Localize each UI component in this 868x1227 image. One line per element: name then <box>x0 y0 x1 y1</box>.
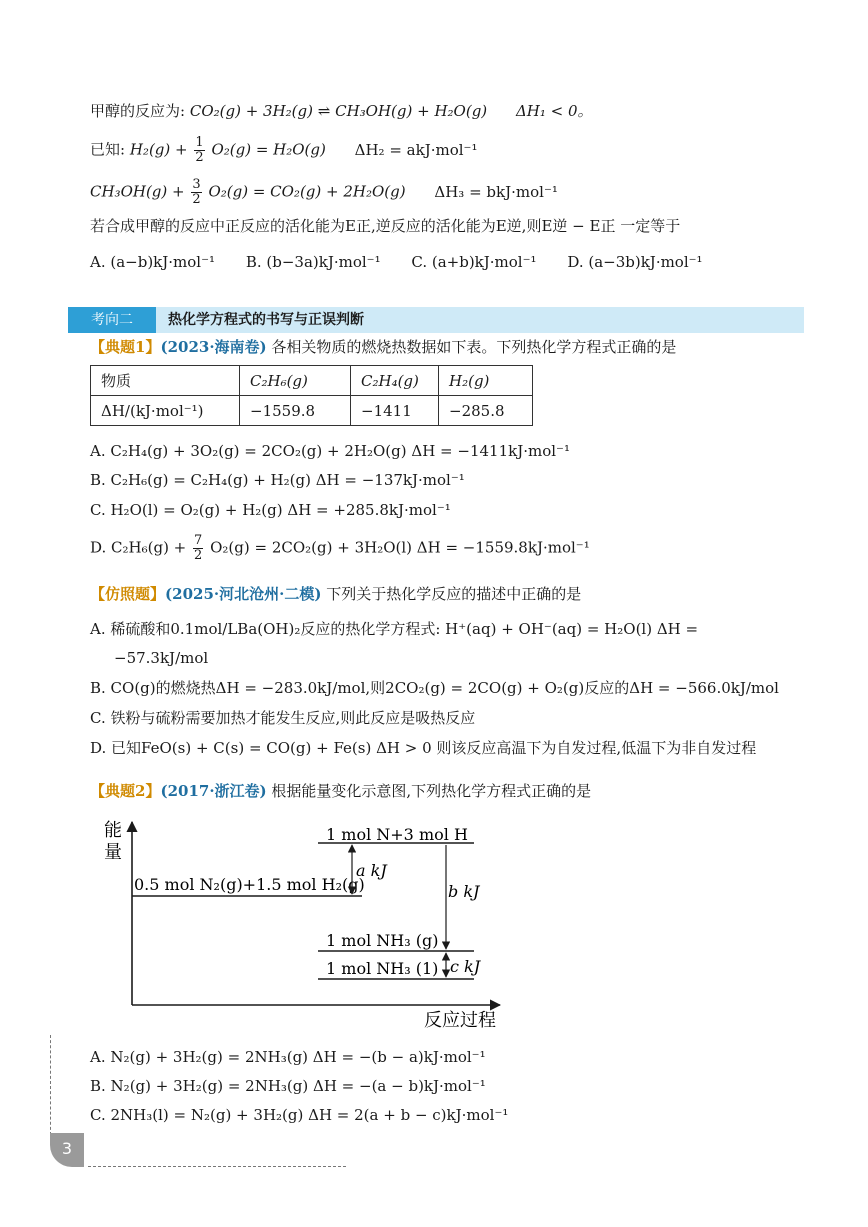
similar-question-source: (2025·河北沧州·二模) <box>165 585 322 603</box>
dh1: ΔH₁ < 0。 <box>515 102 593 120</box>
example-1-source: (2023·海南卷) <box>160 338 267 356</box>
table-cell: H₂(g) <box>439 366 533 396</box>
intro-option-b: B. (b−3a)kJ·mol⁻¹ <box>245 253 381 271</box>
example-2-source: (2017·浙江卷) <box>160 782 267 800</box>
example-1-option-c: C. H₂O(l) = O₂(g) + H₂(g) ΔH = +285.8kJ·mol⁻¹ <box>90 501 451 519</box>
table-cell: −285.8 <box>439 396 533 426</box>
table-cell: C₂H₆(g) <box>240 366 351 396</box>
y-axis-label-2: 量 <box>104 842 122 863</box>
footer-dashed-line <box>88 1166 346 1167</box>
intro-line-2: 已知: H₂(g) + $\frac{1}{2}$ O₂(g) = H₂O(g) ΔH₂ = akJ·mol⁻¹ <box>90 135 478 165</box>
similar-option-c: C. 铁粉与硫粉需要加热才能发生反应,则此反应是吸热反应 <box>90 709 476 727</box>
table-cell: C₂H₄(g) <box>351 366 439 396</box>
intro-option-a: A. (a−b)kJ·mol⁻¹ <box>90 253 216 271</box>
gap-a-label: a kJ <box>356 861 387 880</box>
example-1-stem: 【典题1】(2023·海南卷) 各相关物质的燃烧热数据如下表。下列热化学方程式正确的是 <box>90 338 677 356</box>
fraction-half: $\frac{1}{2}$ <box>195 135 204 165</box>
similar-option-b: B. CO(g)的燃烧热ΔH = −283.0kJ/mol,则2CO₂(g) = 2CO(g) + O₂(g)反应的ΔH = −566.0kJ/mol <box>90 679 779 697</box>
gap-c-label: c kJ <box>450 957 481 976</box>
example-1-option-d: D. C₂H₆(g) + $\frac{7}{2}$ O₂(g) = 2CO₂(g) + 3H₂O(l) ΔH = −1559.8kJ·mol⁻¹ <box>90 533 590 563</box>
section-tag: 考向二 <box>68 307 156 333</box>
example-1-option-b: B. C₂H₆(g) = C₂H₄(g) + H₂(g) ΔH = −137kJ·mol⁻¹ <box>90 471 465 489</box>
x-axis-label: 反应过程 <box>424 1010 496 1031</box>
intro-line-3: CH₃OH(g) + $\frac{3}{2}$ O₂(g) = CO₂(g) + 2H₂O(g) ΔH₃ = bkJ·mol⁻¹ <box>90 177 558 207</box>
table-cell: 物质 <box>91 366 240 396</box>
intro-option-c: C. (a+b)kJ·mol⁻¹ <box>411 253 537 271</box>
table-cell: −1559.8 <box>240 396 351 426</box>
example-2-label: 典题2 <box>105 782 146 800</box>
methanol-equation: CO₂(g) + 3H₂(g) ⇌ CH₃OH(g) + H₂O(g) <box>189 102 488 120</box>
similar-option-a-line-2: −57.3kJ/mol <box>114 649 209 667</box>
example-2-stem: 【典题2】(2017·浙江卷) 根据能量变化示意图,下列热化学方程式正确的是 <box>90 782 592 800</box>
fraction-three-halves: $\frac{3}{2}$ <box>192 177 201 207</box>
similar-question-stem: 【仿照题】(2025·河北沧州·二模) 下列关于热化学反应的描述中正确的是 <box>90 585 582 603</box>
page-number: 3 <box>50 1133 84 1167</box>
example-1-label: 典题1 <box>105 338 146 356</box>
level-atoms-label: 1 mol N+3 mol H <box>326 825 468 844</box>
gap-b-label: b kJ <box>448 882 480 901</box>
margin-dashed-line <box>50 1035 51 1135</box>
similar-option-a-line-1: A. 稀硫酸和0.1mol/LBa(OH)₂反应的热化学方程式: H⁺(aq) + OH⁻(aq) = H₂O(l) ΔH = <box>90 620 699 638</box>
y-axis-label-1: 能 <box>104 820 122 841</box>
intro-question: 若合成甲醇的反应中正反应的活化能为E正,逆反应的活化能为E逆,则E逆 − E正 一定等于 <box>90 217 681 235</box>
intro-line-1: 甲醇的反应为: CO₂(g) + 3H₂(g) ⇌ CH₃OH(g) + H₂O(g) ΔH₁ < 0。 <box>90 102 593 120</box>
level-reactants-label: 0.5 mol N₂(g)+1.5 mol H₂(g) <box>134 875 365 894</box>
example-2-option-a: A. N₂(g) + 3H₂(g) = 2NH₃(g) ΔH = −(b − a)kJ·mol⁻¹ <box>90 1048 486 1066</box>
intro-option-d: D. (a−3b)kJ·mol⁻¹ <box>567 253 703 271</box>
table-cell: −1411 <box>351 396 439 426</box>
table-cell: ΔH/(kJ·mol⁻¹) <box>91 396 240 426</box>
section-title: 热化学方程式的书写与正误判断 <box>168 312 364 328</box>
fraction-seven-halves: $\frac{7}{2}$ <box>194 533 203 563</box>
example-2-option-b: B. N₂(g) + 3H₂(g) = 2NH₃(g) ΔH = −(a − b)kJ·mol⁻¹ <box>90 1077 486 1095</box>
example-1-option-a: A. C₂H₄(g) + 3O₂(g) = 2CO₂(g) + 2H₂O(g) ΔH = −1411kJ·mol⁻¹ <box>90 442 570 460</box>
level-nh3-gas-label: 1 mol NH₃ (g) <box>326 931 439 950</box>
example-2-option-c: C. 2NH₃(l) = N₂(g) + 3H₂(g) ΔH = 2(a + b − c)kJ·mol⁻¹ <box>90 1106 509 1124</box>
similar-question-label: 仿照题 <box>105 585 151 603</box>
similar-option-d: D. 已知FeO(s) + C(s) = CO(g) + Fe(s) ΔH > 0 则该反应高温下为自发过程,低温下为非自发过程 <box>90 739 757 757</box>
level-nh3-liquid-label: 1 mol NH₃ (1) <box>326 959 439 978</box>
